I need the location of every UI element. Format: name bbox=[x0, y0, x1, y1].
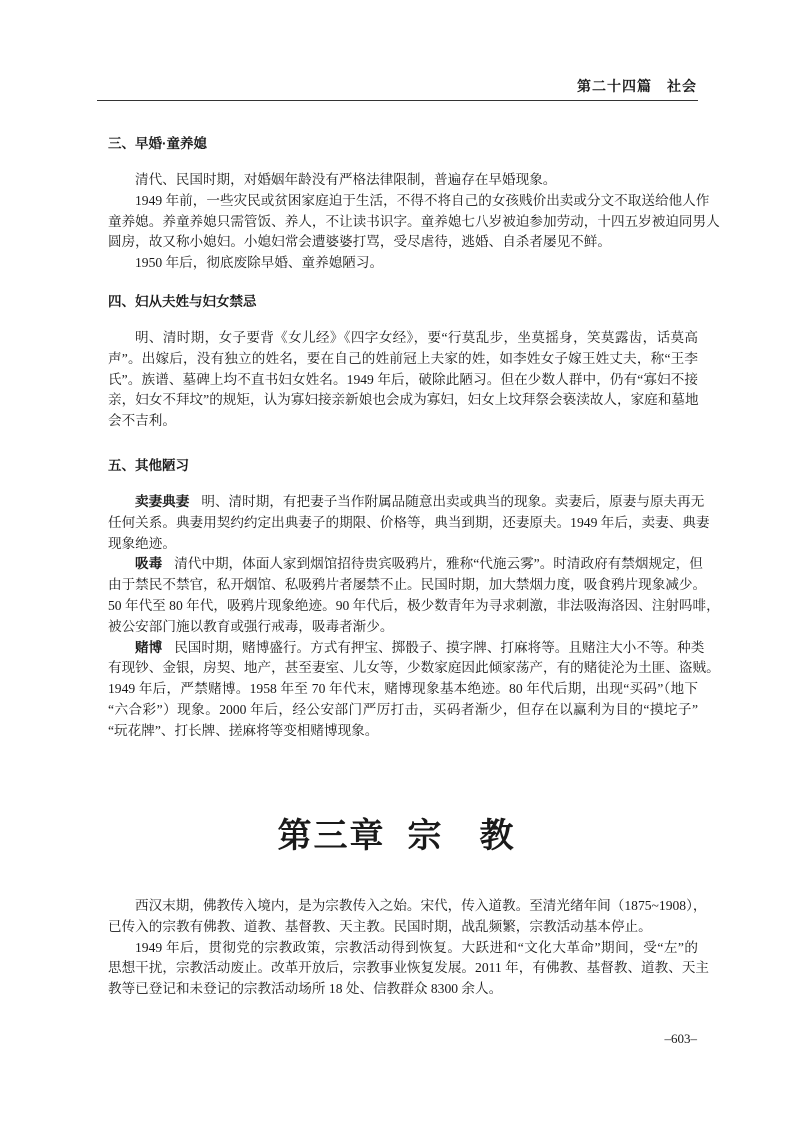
paragraph bbox=[108, 328, 698, 432]
line-text: “六合彩”）现象。2000 年后，经公安部门严厉打击，买码者渐少，但存在以赢利为目的“摸坨子” bbox=[108, 701, 698, 717]
lead-term: 吸毒 bbox=[135, 556, 163, 573]
line-text: 清代、民国时期，对婚姻年龄没有严格法律限制，普遍存在早婚现象。 bbox=[135, 172, 557, 187]
line-text: 西汉末期，佛教传入境内，是为宗教传入之始。宋代，传入道教。至清光绪年间（1875~1908）， bbox=[135, 898, 707, 913]
line-text: 明、清时期，女子要背《女儿经》《四字女经》，要“行莫乱步，坐莫摇身，笑莫露齿，话莫高 bbox=[135, 330, 698, 345]
text-line bbox=[108, 596, 720, 617]
text-line bbox=[108, 617, 698, 638]
line-text: 会不吉利。 bbox=[108, 413, 176, 429]
chapter-name: 宗 教 bbox=[407, 818, 516, 855]
chapter-title bbox=[0, 808, 793, 857]
text-line bbox=[108, 411, 698, 432]
chapter-number: 第三章 bbox=[277, 818, 386, 855]
text-line bbox=[108, 390, 698, 411]
paragraph bbox=[108, 170, 698, 191]
text-line bbox=[108, 721, 698, 742]
section-other-customs bbox=[108, 456, 720, 742]
line-text: 1949 年后，贯彻党的宗教政策，宗教活动得到恢复。大跃进和“文化大革命”期间，受“左”的 bbox=[135, 939, 698, 955]
running-head: 第二十四篇 社会 bbox=[577, 78, 697, 94]
text-line bbox=[108, 212, 720, 233]
paragraph bbox=[108, 554, 720, 637]
text-line bbox=[108, 938, 698, 959]
line-text: 被公安部门施以教育或强行戒毒，吸毒者渐少。 bbox=[108, 618, 394, 634]
text-line bbox=[108, 513, 710, 534]
text-line bbox=[108, 232, 698, 253]
lead-term: 赌博 bbox=[135, 639, 163, 656]
text-line bbox=[108, 679, 698, 700]
text-line bbox=[108, 575, 707, 596]
line-text: “玩花牌”、打长牌、搓麻将等变相赌博现象。 bbox=[108, 722, 379, 738]
text-line bbox=[108, 917, 698, 938]
line-text: 1949 年前，一些灾民或贫困家庭迫于生活，不得不将自己的女孩贱价出卖或分文不取送给他人作 bbox=[135, 192, 710, 208]
line-text: 清代中期，体面人家到烟馆招待贵宾吸鸦片，雅称“代施云雾”。时清政府有禁烟规定，但 bbox=[174, 556, 703, 572]
text-line bbox=[108, 958, 710, 979]
line-text: 50 年代至 80 年代，吸鸦片现象绝迹。90 年代后，极少数青年为寻求刺激，非法吸海洛因、注射吗啡， bbox=[108, 597, 720, 613]
line-text: 思想干扰，宗教活动废止。改革开放后，宗教事业恢复发展。2011 年，有佛教、基督教、道教、天主 bbox=[108, 960, 710, 976]
line-text: 任何关系。典妻用契约约定出典妻子的期限、价格等，典当到期，还妻原夫。1949 年后，卖妻、典妻 bbox=[108, 514, 710, 530]
line-text: 有现钞、金银，房契、地产，甚至妻室、儿女等，少数家庭因此倾家荡产，有的赌徒沦为土匪、盗贼。 bbox=[108, 660, 720, 676]
line-text: 声”。出嫁后，没有独立的姓名，要在自己的姓前冠上夫家的姓，如李姓女子嫁王姓丈夫，称“王李 bbox=[108, 350, 698, 366]
line-text: 氏”。族谱、墓碑上均不直书妇女姓名。1949 年后，破除此陋习。但在少数人群中，仍有“寡妇不接 bbox=[108, 371, 698, 387]
section-early-marriage bbox=[108, 134, 720, 274]
text-line bbox=[108, 328, 698, 349]
line-text: 教等已登记和未登记的宗教活动场所 18 处、信教群众 8300 余人。 bbox=[108, 981, 503, 997]
text-line bbox=[108, 534, 698, 555]
paragraph bbox=[108, 938, 710, 1000]
text-line bbox=[108, 191, 710, 212]
paragraph bbox=[108, 492, 710, 554]
header-rule bbox=[97, 100, 698, 101]
page-number: –603– bbox=[664, 1031, 697, 1046]
line-text: 1949 年后，严禁赌博。1958 年至 70 年代末，赌博现象基本绝迹。80 年代后期，出现“买码”（地下 bbox=[108, 681, 698, 697]
line-text: 民国时期，赌博盛行。方式有押宝、掷骰子、摸字牌、打麻将等。且赌注大小不等。种类 bbox=[174, 639, 705, 655]
paragraph bbox=[108, 191, 720, 253]
line-text: 现象绝迹。 bbox=[108, 535, 176, 551]
line-text: 亲，妇女不拜坟”的规矩，认为寡妇接亲新娘也会成为寡妇，妇女上坟拜祭会亵渎故人，家庭和墓地 bbox=[108, 392, 699, 408]
section-heading: 四、妇从夫姓与妇女禁忌 bbox=[108, 294, 257, 309]
text-line bbox=[108, 349, 698, 370]
text-line bbox=[108, 492, 705, 513]
text-line bbox=[108, 700, 698, 721]
text-line bbox=[108, 896, 707, 917]
section-wife-surname bbox=[108, 292, 698, 432]
line-text: 明、清时期，有把妻子当作附属品随意出卖或典当的现象。卖妻后，原妻与原夫再无 bbox=[201, 494, 705, 509]
text-line bbox=[108, 658, 720, 679]
text-line bbox=[108, 979, 698, 1000]
lead-term: 卖妻典妻 bbox=[135, 494, 190, 510]
section-heading: 三、早婚·童养媳 bbox=[108, 136, 207, 151]
paragraph bbox=[108, 253, 698, 274]
text-line bbox=[108, 554, 703, 575]
text-line bbox=[108, 638, 705, 659]
text-line bbox=[108, 253, 698, 274]
section-heading: 五、其他陋习 bbox=[108, 458, 189, 473]
line-text: 圆房，故又称小媳妇。小媳妇常会遭婆婆打骂，受尽虐待，逃婚、自杀者屡见不鲜。 bbox=[108, 234, 611, 250]
line-text: 已传入的宗教有佛教、道教、基督教、天主教。民国时期，战乱频繁，宗教活动基本停止。 bbox=[108, 918, 652, 934]
text-line bbox=[108, 170, 698, 191]
line-text: 由于禁民不禁官，私开烟馆、私吸鸦片者屡禁不止。民国时期，加大禁烟力度，吸食鸦片现象减少。 bbox=[108, 577, 707, 593]
text-line bbox=[108, 370, 698, 391]
line-text: 1950 年后，彻底废除早婚、童养媳陋习。 bbox=[135, 255, 384, 271]
chapter-body bbox=[108, 896, 710, 1000]
line-text: 童养媳。养童养媳只需管饭、养人，不让读书识字。童养媳七八岁被迫参加劳动，十四五岁被迫同男人 bbox=[108, 213, 720, 229]
paragraph bbox=[108, 638, 720, 742]
paragraph bbox=[108, 896, 707, 938]
